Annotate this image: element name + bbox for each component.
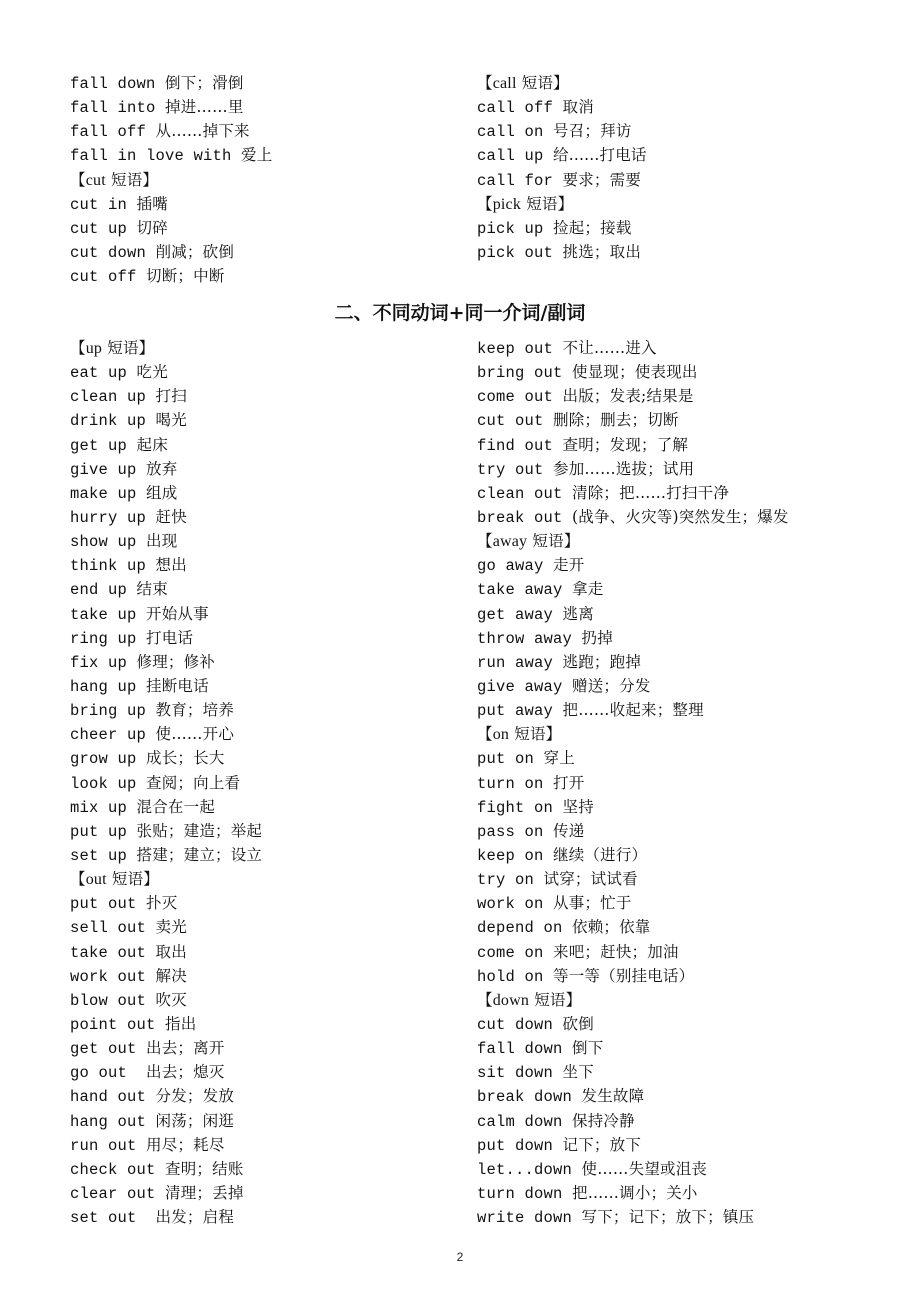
phrase-chinese: 出去；熄灭 (146, 1063, 225, 1082)
group-keyword: out (85, 871, 107, 889)
phrase-item (477, 360, 789, 384)
phrase-chinese: 吹灭 (155, 990, 187, 1009)
phrase-chinese: 记下；放下 (562, 1135, 642, 1154)
phrase-chinese: 查明；发现；了解 (562, 435, 689, 454)
group-keyword: pick (492, 195, 522, 213)
phrase-english: bring out (477, 364, 563, 383)
phrase-item (70, 746, 262, 770)
phrase-item (70, 216, 272, 240)
phrase-english: point out (70, 1015, 156, 1034)
phrase-chinese: 切碎 (136, 218, 168, 237)
phrase-item (70, 771, 262, 795)
phrase-chinese: 坚持 (562, 797, 594, 816)
phrase-english: cut down (477, 1015, 554, 1034)
phrase-item (477, 940, 789, 964)
phrase-item (477, 964, 789, 988)
phrase-chinese: 指出 (165, 1014, 197, 1033)
phrase-english: give up (70, 460, 137, 479)
phrase-english: try out (477, 460, 544, 479)
phrase-english: cut up (70, 219, 128, 238)
phrase-item (70, 143, 272, 167)
bracket-open: 【 (70, 870, 86, 889)
phrase-english: put out (70, 895, 137, 914)
bracket-close: 】 (557, 194, 574, 213)
phrase-group-header (70, 336, 262, 360)
phrase-group-header (477, 529, 789, 553)
bottom-right-column (477, 336, 789, 1229)
phrase-english: keep out (477, 340, 554, 358)
phrase-item (70, 626, 262, 650)
phrase-item (70, 650, 262, 674)
phrase-group-header (477, 192, 647, 216)
phrase-chinese: 写下；记下；放下；镇压 (581, 1208, 755, 1227)
phrase-item (70, 553, 262, 577)
phrase-english: run out (70, 1136, 137, 1155)
phrase-item (477, 626, 789, 650)
phrase-chinese: 赠送；分发 (572, 676, 651, 695)
bracket-open: 【 (477, 725, 493, 744)
phrase-english: try on (477, 871, 535, 890)
phrase-chinese: 给......打电话 (553, 146, 647, 165)
phrase-chinese: 从……掉下来 (155, 122, 250, 141)
phrase-item (477, 1012, 789, 1036)
phrase-item (70, 1084, 262, 1108)
phrase-chinese: 逃跑；跑掉 (562, 652, 642, 671)
phrase-english: cheer up (70, 726, 147, 745)
group-label: 短语 (534, 990, 566, 1009)
phrase-chinese: (战争、火灾等)突然发生；爆发 (572, 507, 789, 526)
phrase-english: sell out (70, 919, 147, 938)
phrase-english: depend on (477, 919, 563, 938)
phrase-item (477, 602, 789, 626)
phrase-item (70, 891, 262, 915)
phrase-chinese: 赶快 (155, 507, 187, 526)
phrase-group-header (70, 168, 272, 192)
phrase-item (70, 722, 262, 746)
phrase-item (70, 602, 262, 626)
phrase-chinese: 张贴；建造；举起 (136, 821, 263, 840)
bracket-open: 【 (70, 170, 86, 189)
phrase-group-header (70, 867, 262, 891)
phrase-item (477, 1133, 789, 1157)
phrase-english: cut out (477, 412, 544, 431)
phrase-item (477, 216, 647, 240)
phrase-english: calm down (477, 1112, 563, 1131)
bracket-open: 【 (477, 532, 493, 551)
page-number: 2 (456, 1250, 464, 1264)
phrase-item (477, 1060, 789, 1084)
phrase-english: go out (70, 1064, 137, 1083)
phrase-english: turn down (477, 1184, 563, 1203)
phrase-english: pick up (477, 219, 544, 238)
group-label: 短语 (521, 74, 554, 92)
phrase-item (477, 650, 789, 674)
bracket-open: 【 (477, 990, 493, 1009)
phrase-item (477, 143, 647, 167)
phrase-item (477, 771, 789, 795)
phrase-chinese: 发生故障 (581, 1087, 645, 1106)
phrase-chinese: 不让……进入 (562, 339, 657, 357)
phrase-english: end up (70, 581, 128, 600)
phrase-item (70, 240, 272, 264)
phrase-chinese: 组成 (146, 483, 178, 502)
phrase-english: put on (477, 750, 535, 769)
phrase-english: break out (477, 508, 563, 527)
phrase-english: cut off (70, 268, 137, 287)
phrase-english: drink up (70, 412, 147, 431)
phrase-english: get up (70, 436, 128, 455)
phrase-chinese: 拿走 (572, 580, 604, 599)
phrase-chinese: 试穿；试试看 (543, 870, 638, 889)
phrase-english: fall in love with (70, 147, 232, 166)
phrase-chinese: 走开 (553, 556, 585, 575)
phrase-chinese: 挑选；取出 (562, 242, 642, 261)
phrase-english: keep on (477, 846, 544, 865)
phrase-chinese: 掉进……里 (165, 98, 244, 117)
phrase-item (70, 1205, 262, 1229)
phrase-english: work on (477, 895, 544, 914)
phrase-english: set out (70, 1209, 147, 1228)
phrase-chinese: 清理；丢掉 (165, 1183, 244, 1202)
phrase-item (70, 940, 262, 964)
phrase-item (477, 746, 789, 770)
phrase-english: find out (477, 436, 554, 455)
phrase-english: cut down (70, 243, 147, 262)
phrase-item (70, 1181, 262, 1205)
phrase-item (477, 867, 789, 891)
phrase-english: throw away (477, 629, 573, 648)
phrase-english: write down (477, 1209, 573, 1228)
phrase-english: take away (477, 581, 563, 600)
phrase-english: call for (477, 171, 554, 190)
bracket-close: 】 (563, 532, 580, 551)
phrase-chinese: 把……调小；关小 (572, 1183, 698, 1202)
phrase-chinese: 想出 (155, 556, 187, 575)
bracket-open: 【 (477, 74, 493, 92)
phrase-chinese: 使……失望或沮丧 (581, 1159, 708, 1178)
phrase-item (70, 384, 262, 408)
phrase-chinese: 扔掉 (581, 628, 613, 647)
phrase-item (477, 915, 789, 939)
phrase-item (70, 408, 262, 432)
bottom-left-column (70, 336, 262, 1229)
phrase-item (70, 1060, 262, 1084)
phrase-chinese: 查阅；向上看 (146, 773, 241, 792)
phrase-chinese: 使……开心 (155, 725, 235, 744)
phrase-item (477, 674, 789, 698)
phrase-group-header (477, 988, 789, 1012)
phrase-english: ring up (70, 629, 137, 648)
phrase-english: put down (477, 1136, 554, 1155)
phrase-chinese: 要求；需要 (562, 170, 642, 189)
phrase-english: fall off (70, 123, 147, 142)
phrase-chinese: 打开 (553, 773, 585, 792)
phrase-chinese: 删除；删去；切断 (553, 411, 679, 430)
phrase-item (477, 119, 647, 143)
phrase-item (477, 553, 789, 577)
phrase-chinese: 解决 (155, 966, 187, 985)
phrase-chinese: 切断；中断 (146, 267, 225, 286)
phrase-chinese: 捡起；接载 (553, 218, 632, 237)
phrase-item (70, 433, 262, 457)
phrase-english: fall down (477, 1040, 563, 1059)
phrase-english: run away (477, 653, 554, 672)
phrase-english: call up (477, 147, 544, 166)
phrase-chinese: 从事；忙于 (553, 894, 632, 913)
phrase-item (477, 433, 789, 457)
phrase-chinese: 依赖；依靠 (572, 918, 651, 937)
group-label: 短语 (514, 725, 546, 744)
section-title: 二、不同动词+同一介词/副词 (334, 302, 586, 324)
top-left-column (70, 71, 272, 288)
phrase-chinese: 混合在一起 (136, 797, 216, 816)
phrase-chinese: 扑灭 (146, 894, 178, 913)
phrase-item (477, 505, 789, 529)
phrase-item (477, 819, 789, 843)
phrase-chinese: 使显现；使表现出 (572, 363, 698, 382)
group-keyword: up (85, 340, 103, 357)
phrase-chinese: 搭建；建立；设立 (136, 845, 263, 864)
phrase-chinese: 教育；培养 (155, 701, 235, 720)
phrase-chinese: 查明；结账 (165, 1159, 244, 1178)
phrase-item (477, 891, 789, 915)
phrase-item (70, 698, 262, 722)
group-keyword: cut (85, 171, 106, 189)
phrase-item (70, 964, 262, 988)
phrase-item (70, 795, 262, 819)
phrase-item (70, 481, 262, 505)
phrase-english: check out (70, 1160, 156, 1179)
bracket-close: 】 (545, 725, 562, 744)
bracket-close: 】 (143, 870, 159, 889)
phrase-english: take out (70, 943, 147, 962)
group-keyword: down (492, 991, 530, 1009)
phrase-chinese: 出版；发表;结果是 (562, 387, 694, 406)
phrase-english: cut in (70, 195, 128, 214)
phrase-english: make up (70, 484, 137, 503)
group-label: 短语 (111, 870, 144, 889)
phrase-item (477, 1036, 789, 1060)
phrase-chinese: 闲荡；闲逛 (155, 1111, 235, 1130)
group-label: 短语 (107, 339, 139, 357)
phrase-chinese: 清除；把……打扫干净 (572, 483, 730, 502)
phrase-chinese: 坐下 (562, 1063, 594, 1082)
phrase-chinese: 穿上 (543, 749, 575, 768)
phrase-english: work out (70, 967, 147, 986)
phrase-item (70, 529, 262, 553)
phrase-chinese: 取消 (562, 98, 594, 117)
phrase-english: clean out (477, 484, 563, 503)
phrase-item (70, 71, 272, 95)
bracket-close: 】 (138, 339, 155, 357)
phrase-item (70, 1109, 262, 1133)
phrase-chinese: 打电话 (146, 628, 194, 647)
phrase-chinese: 把……收起来；整理 (562, 701, 704, 720)
phrase-item (477, 336, 789, 360)
phrase-chinese: 参加……选拔；试用 (553, 459, 695, 478)
phrase-item (70, 819, 262, 843)
phrase-english: look up (70, 774, 137, 793)
phrase-item (70, 505, 262, 529)
phrase-english: bring up (70, 702, 147, 721)
phrase-chinese: 插嘴 (136, 194, 168, 213)
phrase-chinese: 开始从事 (146, 604, 209, 623)
phrase-chinese: 继续（进行） (553, 845, 648, 864)
phrase-english: mix up (70, 798, 128, 817)
phrase-item (477, 698, 789, 722)
phrase-english: put up (70, 822, 128, 841)
phrase-group-header (477, 71, 647, 95)
phrase-item (70, 1012, 262, 1036)
phrase-chinese: 传递 (553, 821, 585, 840)
phrase-item (477, 1157, 789, 1181)
phrase-english: get away (477, 605, 554, 624)
phrase-english: grow up (70, 750, 137, 769)
phrase-english: go away (477, 557, 544, 576)
group-label: 短语 (111, 170, 143, 189)
bracket-open: 【 (70, 339, 86, 357)
phrase-item (477, 1109, 789, 1133)
phrase-english: call off (477, 99, 554, 118)
phrase-item (477, 408, 789, 432)
phrase-english: give away (477, 677, 563, 696)
phrase-english: think up (70, 557, 147, 576)
phrase-chinese: 逃离 (562, 604, 594, 623)
phrase-english: fix up (70, 653, 128, 672)
phrase-item (70, 915, 262, 939)
phrase-item (477, 1205, 789, 1229)
phrase-chinese: 取出 (155, 942, 187, 961)
phrase-item (70, 1036, 262, 1060)
phrase-item (70, 577, 262, 601)
phrase-item (477, 843, 789, 867)
phrase-english: come on (477, 943, 544, 962)
phrase-english: hang up (70, 677, 137, 696)
phrase-chinese: 出现 (146, 532, 178, 551)
bracket-open: 【 (477, 194, 493, 213)
phrase-english: eat up (70, 364, 128, 383)
phrase-item (70, 1157, 262, 1181)
phrase-english: show up (70, 533, 137, 552)
phrase-item (477, 95, 647, 119)
phrase-english: fight on (477, 798, 554, 817)
phrase-english: call on (477, 123, 544, 142)
phrase-english: get out (70, 1040, 137, 1059)
phrase-english: clean up (70, 388, 147, 407)
phrase-item (477, 168, 647, 192)
phrase-chinese: 削减；砍倒 (155, 242, 235, 261)
phrase-item (477, 384, 789, 408)
phrase-english: pick out (477, 243, 554, 262)
phrase-item (477, 795, 789, 819)
phrase-item (477, 457, 789, 481)
group-keyword: on (492, 726, 510, 744)
phrase-english: turn on (477, 774, 544, 793)
phrase-item (477, 481, 789, 505)
phrase-english: hand out (70, 1088, 147, 1107)
phrase-chinese: 结束 (136, 580, 168, 599)
phrase-english: fall down (70, 75, 156, 93)
phrase-item (70, 119, 272, 143)
phrase-chinese: 成长；长大 (146, 749, 225, 768)
phrase-english: set up (70, 846, 128, 865)
phrase-chinese: 爱上 (241, 146, 273, 165)
phrase-english: let...down (477, 1160, 573, 1179)
group-keyword: away (492, 533, 528, 551)
group-label: 短语 (526, 194, 558, 213)
phrase-item (70, 192, 272, 216)
phrase-group-header (477, 722, 789, 746)
phrase-chinese: 吃光 (136, 363, 168, 382)
phrase-chinese: 保持冷静 (572, 1111, 635, 1130)
phrase-chinese: 挂断电话 (146, 676, 209, 695)
phrase-chinese: 来吧；赶快；加油 (553, 942, 679, 961)
bracket-close: 】 (142, 170, 159, 189)
phrase-chinese: 倒下 (572, 1039, 604, 1058)
phrase-item (70, 264, 272, 288)
phrase-chinese: 分发；发放 (155, 1087, 235, 1106)
phrase-item (477, 1084, 789, 1108)
phrase-chinese: 出发；启程 (155, 1208, 235, 1227)
group-label: 短语 (532, 532, 564, 551)
phrase-item (70, 95, 272, 119)
phrase-item (477, 240, 647, 264)
phrase-english: fall into (70, 99, 156, 118)
phrase-item (70, 843, 262, 867)
phrase-chinese: 等一等（别挂电话） (553, 966, 695, 985)
phrase-english: pass on (477, 822, 544, 841)
phrase-chinese: 打扫 (155, 387, 187, 406)
phrase-english: clear out (70, 1184, 156, 1203)
phrase-english: take up (70, 605, 137, 624)
phrase-chinese: 修理；修补 (136, 652, 216, 671)
phrase-chinese: 起床 (136, 435, 168, 454)
phrase-chinese: 砍倒 (562, 1014, 594, 1033)
phrase-english: hold on (477, 967, 544, 986)
phrase-chinese: 号召；拜访 (553, 122, 632, 141)
phrase-chinese: 放弃 (146, 459, 178, 478)
bracket-close: 】 (553, 74, 569, 92)
phrase-chinese: 喝光 (155, 411, 187, 430)
phrase-english: blow out (70, 991, 147, 1010)
group-keyword: call (492, 75, 517, 92)
phrase-item (70, 674, 262, 698)
phrase-chinese: 用尽；耗尽 (146, 1135, 225, 1154)
phrase-item (70, 988, 262, 1012)
phrase-english: break down (477, 1088, 573, 1107)
phrase-item (477, 1181, 789, 1205)
top-right-column (477, 71, 647, 264)
phrase-item (70, 1133, 262, 1157)
phrase-english: hang out (70, 1112, 147, 1131)
bracket-close: 】 (565, 990, 582, 1009)
phrase-item (477, 577, 789, 601)
phrase-english: hurry up (70, 508, 147, 527)
phrase-english: sit down (477, 1064, 554, 1083)
phrase-item (70, 457, 262, 481)
phrase-english: put away (477, 702, 554, 721)
phrase-chinese: 出去；离开 (146, 1039, 225, 1058)
phrase-english: come out (477, 388, 554, 407)
phrase-item (70, 360, 262, 384)
phrase-chinese: 卖光 (155, 918, 187, 937)
phrase-chinese: 倒下；滑倒 (165, 74, 244, 92)
